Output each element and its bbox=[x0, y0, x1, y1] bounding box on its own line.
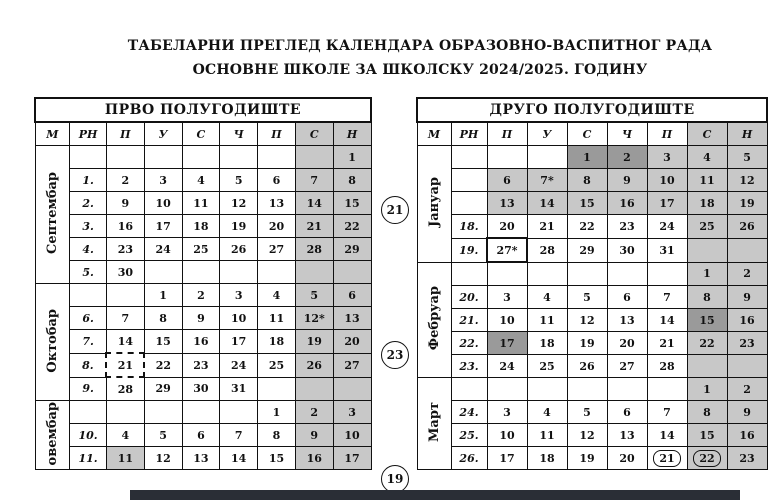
day-cell bbox=[220, 146, 258, 169]
day-cell: 18 bbox=[258, 330, 296, 354]
day-cell: 20 bbox=[487, 215, 527, 239]
day-cell: 23 bbox=[727, 447, 767, 470]
day-cell bbox=[527, 262, 567, 286]
day-cell: 9 bbox=[106, 192, 144, 215]
week-number bbox=[70, 401, 107, 424]
week-row bbox=[417, 378, 767, 401]
day-cell: 21 bbox=[527, 215, 567, 239]
week-number bbox=[451, 378, 487, 401]
week-row bbox=[35, 146, 371, 169]
day-cell: 11 bbox=[106, 447, 144, 470]
week-number: 1. bbox=[70, 169, 107, 192]
day-cell: 27* bbox=[487, 238, 527, 262]
month-cell bbox=[35, 146, 70, 284]
week-row bbox=[417, 401, 767, 424]
day-cell bbox=[527, 378, 567, 401]
day-cell bbox=[144, 261, 182, 284]
day-cell: 17 bbox=[487, 447, 527, 470]
day-cell: 12 bbox=[220, 192, 258, 215]
week-number: 24. bbox=[451, 401, 487, 424]
day-cell: 27 bbox=[333, 353, 371, 377]
day-cell: 24 bbox=[144, 238, 182, 261]
second-semester-table bbox=[416, 97, 768, 470]
day-cell: 4 bbox=[258, 284, 296, 307]
day-cell: 11 bbox=[527, 309, 567, 332]
day-cell: 2 bbox=[607, 146, 647, 169]
week-row bbox=[417, 286, 767, 309]
day-cell: 7 bbox=[106, 307, 144, 330]
day-cell: 13 bbox=[182, 447, 220, 470]
day-cell: 1 bbox=[687, 262, 727, 286]
column-header: Н bbox=[333, 122, 371, 146]
day-cell bbox=[333, 377, 371, 401]
day-cell: 13 bbox=[607, 309, 647, 332]
day-cell: 12 bbox=[567, 424, 607, 447]
day-cell bbox=[182, 401, 220, 424]
week-row bbox=[417, 169, 767, 192]
day-cell: 10 bbox=[333, 424, 371, 447]
week-row bbox=[417, 424, 767, 447]
week-number: 4. bbox=[70, 238, 107, 261]
day-cell: 9 bbox=[727, 286, 767, 309]
day-cell: 4 bbox=[527, 286, 567, 309]
day-cell: 19 bbox=[567, 447, 607, 470]
month-name: овембар bbox=[44, 401, 60, 466]
day-cell: 18 bbox=[527, 447, 567, 470]
week-number: 5. bbox=[70, 261, 107, 284]
column-header: РН bbox=[70, 122, 107, 146]
day-cell: 4 bbox=[182, 169, 220, 192]
column-header: У bbox=[527, 122, 567, 146]
day-cell: 11 bbox=[258, 307, 296, 330]
week-row bbox=[35, 215, 371, 238]
day-cell: 25 bbox=[687, 215, 727, 239]
week-number: 11. bbox=[70, 447, 107, 470]
day-cell: 1 bbox=[567, 146, 607, 169]
day-cell bbox=[647, 447, 687, 470]
day-cell: 1 bbox=[687, 378, 727, 401]
week-number: 3. bbox=[70, 215, 107, 238]
day-cell bbox=[647, 378, 687, 401]
day-cell: 26 bbox=[220, 238, 258, 261]
month-name: Јануар bbox=[426, 177, 442, 228]
week-number bbox=[451, 192, 487, 215]
week-number: 9. bbox=[70, 377, 107, 401]
day-cell: 7 bbox=[220, 424, 258, 447]
day-cell bbox=[487, 378, 527, 401]
day-cell: 23 bbox=[106, 238, 144, 261]
day-cell bbox=[333, 261, 371, 284]
day-cell bbox=[487, 146, 527, 169]
day-cell: 12 bbox=[727, 169, 767, 192]
day-cell: 25 bbox=[527, 355, 567, 378]
month-name: Фебруар bbox=[426, 286, 442, 351]
day-cell: 25 bbox=[258, 353, 296, 377]
day-cell bbox=[567, 262, 607, 286]
week-row bbox=[35, 261, 371, 284]
day-cell bbox=[727, 238, 767, 262]
day-cell: 15 bbox=[144, 330, 182, 354]
day-cell: 16 bbox=[727, 424, 767, 447]
day-cell: 19 bbox=[220, 215, 258, 238]
day-cell bbox=[487, 262, 527, 286]
day-cell: 20 bbox=[607, 447, 647, 470]
weeks-count-september: 21 bbox=[381, 196, 409, 224]
day-cell: 6 bbox=[607, 286, 647, 309]
day-cell: 5 bbox=[295, 284, 333, 307]
column-header: П bbox=[258, 122, 296, 146]
day-cell: 24 bbox=[487, 355, 527, 378]
day-cell: 11 bbox=[527, 424, 567, 447]
semester-label: ПРВО ПОЛУГОДИШТЕ bbox=[35, 98, 371, 122]
column-header: С bbox=[182, 122, 220, 146]
week-row bbox=[35, 447, 371, 470]
week-row bbox=[417, 332, 767, 355]
month-cell bbox=[417, 146, 451, 263]
week-row bbox=[35, 169, 371, 192]
weeks-count-november: 19 bbox=[381, 465, 409, 493]
week-number: 2. bbox=[70, 192, 107, 215]
day-cell: 13 bbox=[333, 307, 371, 330]
week-row bbox=[35, 330, 371, 354]
day-cell bbox=[687, 355, 727, 378]
day-cell: 30 bbox=[182, 377, 220, 401]
week-row bbox=[35, 377, 371, 401]
day-cell: 22 bbox=[144, 353, 182, 377]
day-cell: 16 bbox=[727, 309, 767, 332]
week-number: 26. bbox=[451, 447, 487, 470]
day-cell: 12 bbox=[567, 309, 607, 332]
day-cell: 20 bbox=[258, 215, 296, 238]
day-cell: 7 bbox=[295, 169, 333, 192]
column-header: У bbox=[144, 122, 182, 146]
day-cell bbox=[258, 261, 296, 284]
day-cell: 5 bbox=[567, 286, 607, 309]
week-number: 6. bbox=[70, 307, 107, 330]
day-cell bbox=[106, 284, 144, 307]
day-cell: 10 bbox=[487, 309, 527, 332]
week-number bbox=[70, 284, 107, 307]
week-row bbox=[35, 401, 371, 424]
day-cell: 2 bbox=[727, 262, 767, 286]
day-cell bbox=[567, 378, 607, 401]
week-number bbox=[451, 146, 487, 169]
day-cell: 22 bbox=[687, 332, 727, 355]
day-cell: 1 bbox=[333, 146, 371, 169]
month-name: Септембар bbox=[44, 172, 60, 254]
day-cell: 3 bbox=[144, 169, 182, 192]
day-cell bbox=[220, 401, 258, 424]
month-cell bbox=[417, 262, 451, 378]
day-cell: 29 bbox=[567, 238, 607, 262]
week-number: 18. bbox=[451, 215, 487, 239]
week-row bbox=[417, 447, 767, 470]
column-header: П bbox=[106, 122, 144, 146]
day-cell: 30 bbox=[106, 261, 144, 284]
day-cell: 16 bbox=[295, 447, 333, 470]
document-title-line-2: ОСНОВНЕ ШКОЛЕ ЗА ШКОЛСКУ 2024/2025. ГОДИНУ bbox=[192, 62, 648, 78]
day-cell: 17 bbox=[487, 332, 527, 355]
day-cell: 19 bbox=[295, 330, 333, 354]
day-cell: 31 bbox=[647, 238, 687, 262]
column-header: С bbox=[295, 122, 333, 146]
day-cell: 5 bbox=[220, 169, 258, 192]
day-cell: 4 bbox=[687, 146, 727, 169]
day-cell: 17 bbox=[220, 330, 258, 354]
day-cell: 8 bbox=[258, 424, 296, 447]
day-cell: 14 bbox=[647, 309, 687, 332]
day-cell: 2 bbox=[106, 169, 144, 192]
day-cell bbox=[527, 146, 567, 169]
day-cell: 16 bbox=[106, 215, 144, 238]
day-cell: 6 bbox=[182, 424, 220, 447]
day-cell: 4 bbox=[527, 401, 567, 424]
day-cell: 18 bbox=[687, 192, 727, 215]
week-row bbox=[417, 238, 767, 262]
day-cell: 9 bbox=[727, 401, 767, 424]
day-cell bbox=[295, 377, 333, 401]
day-cell: 1 bbox=[144, 284, 182, 307]
day-cell: 15 bbox=[333, 192, 371, 215]
week-row bbox=[35, 284, 371, 307]
column-header: М bbox=[35, 122, 70, 146]
week-number bbox=[451, 169, 487, 192]
week-row bbox=[417, 146, 767, 169]
day-cell: 3 bbox=[333, 401, 371, 424]
day-cell: 10 bbox=[647, 169, 687, 192]
week-row bbox=[417, 192, 767, 215]
day-cell: 2 bbox=[295, 401, 333, 424]
week-number bbox=[451, 262, 487, 286]
day-cell: 11 bbox=[182, 192, 220, 215]
day-cell bbox=[144, 146, 182, 169]
day-cell: 21 bbox=[647, 332, 687, 355]
day-cell: 14 bbox=[527, 192, 567, 215]
day-cell: 27 bbox=[607, 355, 647, 378]
day-cell: 8 bbox=[567, 169, 607, 192]
week-row bbox=[417, 355, 767, 378]
column-header: Ч bbox=[220, 122, 258, 146]
day-cell: 5 bbox=[727, 146, 767, 169]
day-cell: 21 bbox=[106, 353, 144, 377]
day-cell: 24 bbox=[220, 353, 258, 377]
day-cell: 7 bbox=[647, 401, 687, 424]
week-number: 25. bbox=[451, 424, 487, 447]
day-cell bbox=[607, 378, 647, 401]
week-row bbox=[35, 307, 371, 330]
semester-label: ДРУГО ПОЛУГОДИШТЕ bbox=[417, 98, 767, 122]
column-header: С bbox=[567, 122, 607, 146]
day-cell: 20 bbox=[333, 330, 371, 354]
day-cell bbox=[220, 261, 258, 284]
day-cell: 2 bbox=[727, 378, 767, 401]
day-cell: 16 bbox=[182, 330, 220, 354]
day-cell: 19 bbox=[727, 192, 767, 215]
day-cell: 18 bbox=[527, 332, 567, 355]
day-cell: 23 bbox=[607, 215, 647, 239]
day-cell: 28 bbox=[647, 355, 687, 378]
day-cell: 18 bbox=[182, 215, 220, 238]
holiday-marked-day: 22 bbox=[693, 450, 720, 467]
week-row bbox=[35, 353, 371, 377]
week-number: 20. bbox=[451, 286, 487, 309]
day-cell: 9 bbox=[295, 424, 333, 447]
day-cell: 20 bbox=[607, 332, 647, 355]
day-cell bbox=[295, 146, 333, 169]
column-header: Ч bbox=[607, 122, 647, 146]
day-cell: 10 bbox=[144, 192, 182, 215]
column-header: С bbox=[687, 122, 727, 146]
day-cell: 5 bbox=[144, 424, 182, 447]
week-row bbox=[417, 215, 767, 239]
day-cell: 11 bbox=[687, 169, 727, 192]
day-cell: 21 bbox=[295, 215, 333, 238]
week-number: 22. bbox=[451, 332, 487, 355]
day-cell bbox=[295, 261, 333, 284]
day-cell bbox=[687, 447, 727, 470]
day-cell: 7* bbox=[527, 169, 567, 192]
day-cell: 1 bbox=[258, 401, 296, 424]
day-cell: 8 bbox=[687, 401, 727, 424]
day-cell: 6 bbox=[487, 169, 527, 192]
week-number: 23. bbox=[451, 355, 487, 378]
day-cell bbox=[687, 238, 727, 262]
day-cell: 26 bbox=[295, 353, 333, 377]
day-cell: 6 bbox=[258, 169, 296, 192]
day-cell: 9 bbox=[182, 307, 220, 330]
column-header: М bbox=[417, 122, 451, 146]
week-row bbox=[35, 238, 371, 261]
day-cell: 14 bbox=[647, 424, 687, 447]
week-number: 7. bbox=[70, 330, 107, 354]
day-cell: 5 bbox=[567, 401, 607, 424]
week-number: 19. bbox=[451, 238, 487, 262]
day-cell: 30 bbox=[607, 238, 647, 262]
day-cell: 23 bbox=[182, 353, 220, 377]
column-header: РН bbox=[451, 122, 487, 146]
week-row bbox=[417, 309, 767, 332]
week-number bbox=[70, 146, 107, 169]
week-row bbox=[417, 262, 767, 286]
day-cell: 4 bbox=[106, 424, 144, 447]
day-cell bbox=[258, 377, 296, 401]
day-cell bbox=[647, 262, 687, 286]
day-cell: 10 bbox=[487, 424, 527, 447]
day-cell: 8 bbox=[333, 169, 371, 192]
weeks-count-october: 23 bbox=[381, 341, 409, 369]
column-header: Н bbox=[727, 122, 767, 146]
day-cell: 15 bbox=[258, 447, 296, 470]
day-cell: 15 bbox=[687, 424, 727, 447]
day-cell: 13 bbox=[607, 424, 647, 447]
day-cell: 29 bbox=[333, 238, 371, 261]
day-cell: 14 bbox=[220, 447, 258, 470]
day-cell: 8 bbox=[687, 286, 727, 309]
week-number: 8. bbox=[70, 353, 107, 377]
day-cell: 7 bbox=[647, 286, 687, 309]
day-cell: 19 bbox=[567, 332, 607, 355]
day-cell: 3 bbox=[487, 401, 527, 424]
day-cell: 9 bbox=[607, 169, 647, 192]
document-title-line-1: ТАБЕЛАРНИ ПРЕГЛЕД КАЛЕНДАРА ОБРАЗОВНО-ВАСПИТНОГ РАДА bbox=[127, 38, 713, 54]
month-name: Март bbox=[426, 402, 442, 442]
day-cell: 25 bbox=[182, 238, 220, 261]
day-cell: 3 bbox=[487, 286, 527, 309]
day-cell: 12* bbox=[295, 307, 333, 330]
column-header: П bbox=[487, 122, 527, 146]
week-number: 21. bbox=[451, 309, 487, 332]
month-name: Октобар bbox=[44, 308, 60, 373]
day-cell: 3 bbox=[647, 146, 687, 169]
day-cell bbox=[607, 262, 647, 286]
day-cell: 2 bbox=[182, 284, 220, 307]
day-cell: 26 bbox=[567, 355, 607, 378]
day-cell bbox=[144, 401, 182, 424]
day-cell: 13 bbox=[487, 192, 527, 215]
day-cell: 10 bbox=[220, 307, 258, 330]
month-cell bbox=[35, 401, 70, 470]
day-cell: 22 bbox=[333, 215, 371, 238]
day-cell: 24 bbox=[647, 215, 687, 239]
holiday-marked-day: 21 bbox=[653, 450, 680, 467]
day-cell: 8 bbox=[144, 307, 182, 330]
day-cell bbox=[106, 146, 144, 169]
day-cell: 3 bbox=[220, 284, 258, 307]
week-row bbox=[35, 424, 371, 447]
day-cell: 28 bbox=[106, 377, 144, 401]
video-overlay-bar bbox=[130, 490, 740, 500]
day-cell: 15 bbox=[567, 192, 607, 215]
day-cell bbox=[182, 146, 220, 169]
day-cell bbox=[182, 261, 220, 284]
month-cell bbox=[417, 378, 451, 470]
day-cell: 16 bbox=[607, 192, 647, 215]
day-cell: 14 bbox=[106, 330, 144, 354]
day-cell bbox=[727, 355, 767, 378]
week-row bbox=[35, 192, 371, 215]
month-cell bbox=[35, 284, 70, 401]
day-cell: 17 bbox=[144, 215, 182, 238]
day-cell bbox=[106, 401, 144, 424]
week-number: 10. bbox=[70, 424, 107, 447]
day-cell: 13 bbox=[258, 192, 296, 215]
day-cell: 29 bbox=[144, 377, 182, 401]
day-cell: 17 bbox=[333, 447, 371, 470]
day-cell: 14 bbox=[295, 192, 333, 215]
day-cell: 28 bbox=[295, 238, 333, 261]
first-semester-table bbox=[34, 97, 372, 470]
day-cell: 17 bbox=[647, 192, 687, 215]
day-cell: 15 bbox=[687, 309, 727, 332]
column-header: П bbox=[647, 122, 687, 146]
day-cell: 31 bbox=[220, 377, 258, 401]
day-cell: 28 bbox=[527, 238, 567, 262]
day-cell bbox=[258, 146, 296, 169]
day-cell: 23 bbox=[727, 332, 767, 355]
day-cell: 27 bbox=[258, 238, 296, 261]
day-cell: 26 bbox=[727, 215, 767, 239]
day-cell: 6 bbox=[607, 401, 647, 424]
day-cell: 6 bbox=[333, 284, 371, 307]
day-cell: 22 bbox=[567, 215, 607, 239]
day-cell: 12 bbox=[144, 447, 182, 470]
